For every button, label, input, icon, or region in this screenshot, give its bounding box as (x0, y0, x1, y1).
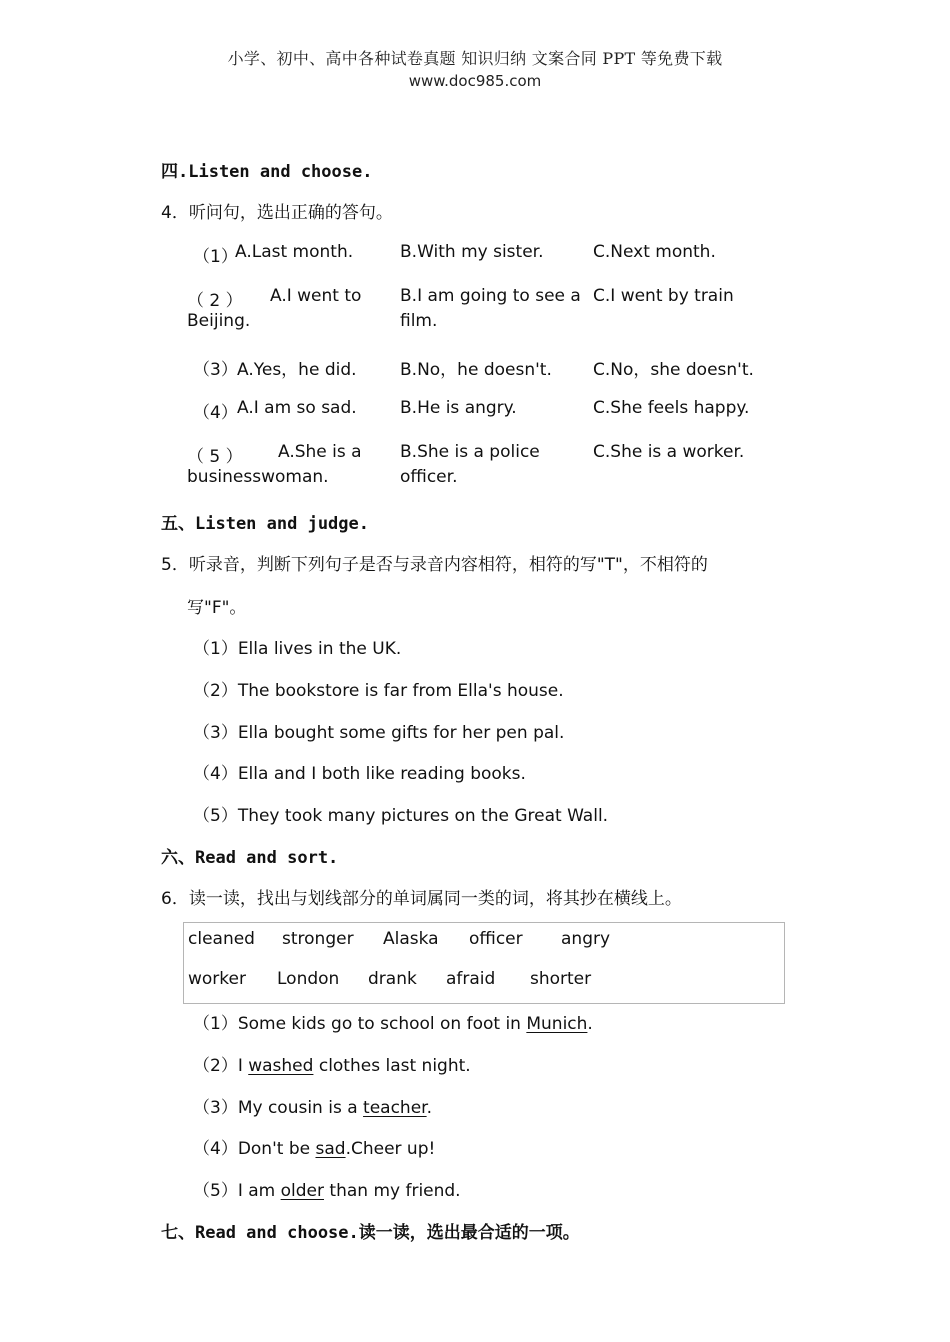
underlined-word: older (280, 1181, 324, 1201)
section-6-heading (161, 843, 338, 868)
word-bank-word: Alaska (383, 929, 439, 949)
q4-item-1-option-a: A.Last month. (235, 242, 354, 262)
q4-item-2-option-a-cont: Beijing. (187, 311, 251, 331)
header-title: 小学、初中、高中各种试卷真题 知识归纳 文案合同 PPT 等免费下载 (227, 49, 723, 68)
q4-item-2-option-b-cont: film. (400, 311, 438, 331)
q6-item-5: （5）I am older than my friend. (193, 1181, 461, 1201)
q4-item-5-num: （ 5 ） (187, 447, 243, 467)
q5-item-5: （5）They took many pictures on the Great Wall. (193, 806, 609, 826)
section-6-number: 六、 (161, 848, 195, 868)
section-7-heading (161, 1218, 580, 1243)
q4-item-4-option-b: B.He is angry. (400, 398, 517, 418)
q6-item-3: （3）My cousin is a teacher. (193, 1098, 433, 1118)
question-4-instruction: 4．听问句，选出正确的答句。 (161, 203, 393, 223)
q4-item-5-option-a-cont: businesswoman. (187, 467, 329, 487)
underlined-word: teacher (363, 1098, 427, 1118)
word-bank-word: afraid (446, 969, 496, 989)
word-bank-word: officer (469, 929, 523, 949)
q5-item-3: （3）Ella bought some gifts for her pen pal. (193, 723, 565, 743)
q4-item-3-option-a: A.Yes，he did. (237, 360, 357, 380)
q4-item-2-option-b: B.I am going to see a (400, 286, 581, 306)
q4-item-5-option-c: C.She is a worker. (593, 442, 745, 462)
word-bank-word: shorter (530, 969, 592, 989)
question-5-instruction-line2: 写"F"。 (187, 598, 247, 618)
section-4-heading (161, 157, 372, 182)
header-url: www.doc985.com (408, 72, 542, 90)
q4-item-5-option-a: A.She is a (278, 442, 362, 462)
word-bank-word: stronger (282, 929, 354, 949)
q6-item-1: （1）Some kids go to school on foot in Munich. (193, 1014, 593, 1034)
q4-item-1-option-b: B.With my sister. (400, 242, 544, 262)
section-5-title: Listen and judge. (195, 514, 369, 534)
q6-item-2: （2）I washed clothes last night. (193, 1056, 471, 1076)
word-bank-box (183, 922, 785, 1004)
q5-item-2: （2）The bookstore is far from Ella's house. (193, 681, 564, 701)
q4-item-4-option-c: C.She feels happy. (593, 398, 750, 418)
section-4-number: 四 (161, 162, 178, 182)
q4-item-3-option-b: B.No，he doesn't. (400, 360, 552, 380)
q4-item-2-option-a: A.I went to (270, 286, 362, 306)
q4-item-2-num: （ 2 ） (187, 291, 243, 311)
underlined-word: sad (315, 1139, 346, 1159)
section-7-number: 七、 (161, 1223, 195, 1243)
section-5-number: 五、 (161, 514, 195, 534)
q4-item-3-num: （3） (193, 360, 238, 380)
word-bank-word: worker (188, 969, 246, 989)
q6-item-4: （4）Don't be sad.Cheer up! (193, 1139, 436, 1159)
q4-item-1-num: （1） (193, 247, 238, 267)
section-4-title: .Listen and choose. (178, 162, 373, 182)
q4-item-4-num: （4） (193, 403, 238, 423)
question-5-instruction-line1: 5．听录音，判断下列句子是否与录音内容相符，相符的写"T"，不相符的 (161, 555, 708, 575)
underlined-word: Munich (526, 1014, 588, 1034)
word-bank-word: London (277, 969, 340, 989)
q4-item-4-option-a: A.I am so sad. (237, 398, 357, 418)
q4-item-1-option-c: C.Next month. (593, 242, 716, 262)
q4-item-5-option-b-cont: officer. (400, 467, 458, 487)
underlined-word: washed (248, 1056, 314, 1076)
q5-item-4: （4）Ella and I both like reading books. (193, 764, 526, 784)
word-bank-word: angry (561, 929, 611, 949)
word-bank-word: cleaned (188, 929, 255, 949)
section-7-title: Read and choose. (195, 1223, 359, 1243)
question-6-instruction: 6．读一读，找出与划线部分的单词属同一类的词，将其抄在横线上。 (161, 889, 682, 909)
section-7-title-cn: 读一读，选出最合适的一项。 (358, 1223, 580, 1243)
word-bank-word: drank (368, 969, 417, 989)
q4-item-3-option-c: C.No，she doesn't. (593, 360, 754, 380)
q4-item-2-option-c: C.I went by train (593, 286, 734, 306)
section-5-heading (161, 509, 369, 534)
q5-item-1: （1）Ella lives in the UK. (193, 639, 402, 659)
q4-item-5-option-b: B.She is a police (400, 442, 540, 462)
section-6-title: Read and sort. (195, 848, 339, 868)
